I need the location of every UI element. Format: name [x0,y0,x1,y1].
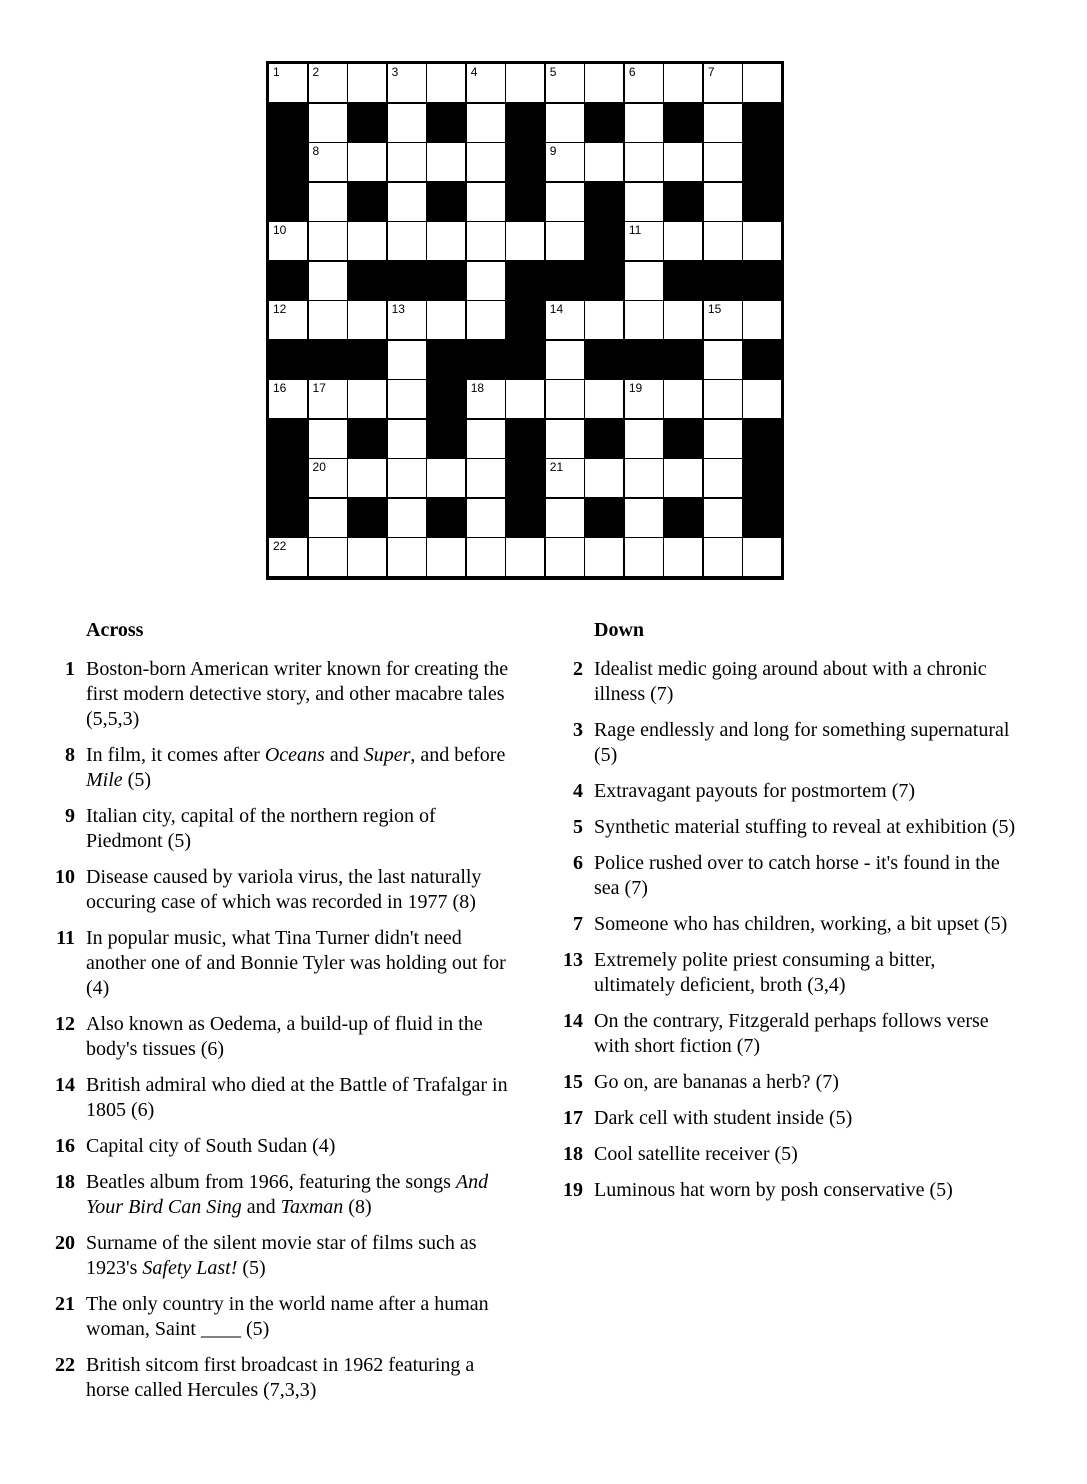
black-cell [268,261,308,301]
across-clue-16 [40,1134,510,1159]
clue-number: 17 [312,381,326,396]
black-cell [742,498,782,538]
clue-number: 11 [628,223,642,238]
grid-cell[interactable] [308,419,348,459]
clue-text: Extravagant payouts for postmortem (7) [594,780,916,802]
clue-number-label: 11 [56,927,75,949]
grid-cell[interactable] [426,142,466,182]
grid-cell[interactable] [466,103,506,143]
grid-cell[interactable] [426,63,466,103]
clue-number: 8 [312,144,320,159]
black-cell [426,340,466,380]
grid-cell[interactable] [584,379,624,419]
grid-cell[interactable] [308,498,348,538]
clue-number: 7 [707,65,715,79]
clue-text: In popular music, what Tina Turner didn't need another one of and Bonnie Tyler was holding out for (4) [86,927,506,999]
grid-cell[interactable] [505,221,545,261]
grid-cell[interactable] [347,537,387,577]
grid-cell[interactable] [545,537,585,577]
black-cell [268,419,308,459]
grid-cell[interactable] [347,300,387,340]
black-cell [663,182,703,222]
black-cell [387,261,427,301]
across-clue-18 [40,1170,510,1220]
clue-number-label: 13 [563,949,583,971]
black-cell [742,103,782,143]
grid-cell[interactable] [308,63,348,103]
grid-cell[interactable] [466,221,506,261]
grid-cell[interactable] [703,537,743,577]
clue-number: 22 [273,539,287,554]
grid-cell[interactable] [703,142,743,182]
grid-cell[interactable] [426,537,466,577]
black-cell [426,379,466,419]
black-cell [545,261,585,301]
grid-cell[interactable] [545,103,585,143]
black-cell [663,261,703,301]
black-cell [426,419,466,459]
grid-cell[interactable] [624,419,664,459]
grid-cell[interactable] [466,63,506,103]
black-cell [742,261,782,301]
grid-cell[interactable] [387,379,427,419]
grid-cell[interactable] [703,379,743,419]
black-cell [505,498,545,538]
black-cell [347,261,387,301]
grid-cell[interactable] [387,221,427,261]
clue-number-label: 17 [563,1107,583,1129]
down-clue-18 [548,1142,1018,1167]
across-clue-8 [40,743,510,793]
grid-cell[interactable] [545,498,585,538]
clue-number-label: 16 [55,1135,75,1157]
black-cell [268,458,308,498]
clue-number-label: 19 [563,1179,583,1201]
black-cell [268,142,308,182]
grid-cell[interactable] [505,379,545,419]
clue-text: Italian city, capital of the northern region of Piedmont (5) [86,805,436,852]
black-cell [742,142,782,182]
black-cell [268,340,308,380]
grid-cell[interactable] [466,537,506,577]
grid-cell[interactable] [663,142,703,182]
clue-number-label: 5 [573,816,583,838]
grid-cell[interactable] [387,103,427,143]
black-cell [584,103,624,143]
black-cell [663,419,703,459]
black-cell [584,340,624,380]
clue-number: 19 [628,381,643,396]
black-cell [584,182,624,222]
black-cell [742,182,782,222]
black-cell [624,340,664,380]
black-cell [268,498,308,538]
grid-cell[interactable] [624,498,664,538]
grid-cell[interactable] [624,63,664,103]
grid-cell[interactable] [624,103,664,143]
grid-cell[interactable] [466,142,506,182]
grid-cell[interactable] [426,221,466,261]
grid-cell[interactable] [624,142,664,182]
down-clue-13 [548,948,1018,998]
across-clue-list [40,657,510,1403]
black-cell [426,498,466,538]
clue-number-label: 2 [573,658,583,680]
clue-text: Go on, are bananas a herb? (7) [594,1071,839,1093]
across-heading: Across [86,619,144,641]
grid-cell[interactable] [308,537,348,577]
black-cell [703,261,743,301]
clue-number-label: 10 [55,866,75,888]
clue-text: Dark cell with student inside (5) [594,1107,853,1129]
grid-cell[interactable] [584,458,624,498]
black-cell [742,458,782,498]
grid-cell[interactable] [742,537,782,577]
across-clue-10 [40,865,510,915]
black-cell [505,103,545,143]
black-cell [742,340,782,380]
grid-cell[interactable] [387,537,427,577]
across-clue-11 [40,926,510,1001]
black-cell [268,182,308,222]
clue-text: On the contrary, Fitzgerald perhaps follows verse with short fiction (7) [594,1010,989,1057]
clue-text: Police rushed over to catch horse - it's found in the sea (7) [594,852,1000,899]
down-clue-5 [548,815,1018,840]
grid-cell[interactable] [466,498,506,538]
clue-number-label: 21 [55,1293,75,1315]
across-clue-20 [40,1231,510,1281]
grid-cell[interactable] [347,142,387,182]
clue-number-label: 18 [563,1143,583,1165]
grid-cell[interactable] [545,221,585,261]
black-cell [505,340,545,380]
across-clue-12 [40,1012,510,1062]
down-clues [548,618,1018,1214]
clue-number-label: 14 [55,1074,75,1096]
clue-text: Surname of the silent movie star of films such as 1923's Safety Last! (5) [86,1232,477,1279]
grid-cell[interactable] [466,182,506,222]
grid-cell[interactable] [703,458,743,498]
clue-text: Synthetic material stuffing to reveal at exhibition (5) [594,816,1016,838]
black-cell [347,182,387,222]
across-clues [40,618,510,1414]
black-cell [426,182,466,222]
clue-number-label: 14 [563,1010,583,1032]
grid-cell[interactable] [742,63,782,103]
grid-cell[interactable] [545,458,585,498]
clue-text: Also known as Oedema, a build-up of fluid in the body's tissues (6) [86,1013,483,1060]
grid-cell[interactable] [505,63,545,103]
clue-number: 20 [312,460,326,475]
black-cell [663,103,703,143]
across-clue-22 [40,1353,510,1403]
grid-cell[interactable] [703,419,743,459]
grid-cell[interactable] [584,142,624,182]
grid-cell[interactable] [545,340,585,380]
grid-cell[interactable] [624,300,664,340]
clue-text: The only country in the world name after a human woman, Saint ____ (5) [86,1293,489,1340]
down-clue-19 [548,1178,1018,1203]
across-clue-1 [40,657,510,732]
grid-cell[interactable] [663,537,703,577]
black-cell [505,419,545,459]
grid-cell[interactable] [663,458,703,498]
grid-cell[interactable] [663,300,703,340]
grid-cell[interactable] [347,379,387,419]
black-cell [505,142,545,182]
grid-cell[interactable] [663,221,703,261]
grid-cell[interactable] [742,379,782,419]
clue-number-label: 1 [65,658,75,680]
grid-cell[interactable] [387,142,427,182]
grid-cell[interactable] [703,340,743,380]
grid-cell[interactable] [387,419,427,459]
clue-text: Someone who has children, working, a bit upset (5) [594,913,1008,935]
grid-cell[interactable] [624,221,664,261]
clue-number: 5 [549,65,557,79]
clue-text: British admiral who died at the Battle of Trafalgar in 1805 (6) [86,1074,508,1121]
grid-cell[interactable] [545,379,585,419]
clue-number-label: 4 [573,780,583,802]
grid-cell[interactable] [387,498,427,538]
clue-text: Luminous hat worn by posh conservative (5) [594,1179,953,1201]
black-cell [308,340,348,380]
black-cell [584,261,624,301]
grid-cell[interactable] [347,458,387,498]
clue-number: 16 [273,381,287,396]
clue-text: In film, it comes after Oceans and Super, and before Mile (5) [86,744,506,791]
down-clue-2 [548,657,1018,707]
clue-number-label: 3 [573,719,583,741]
down-clue-4 [548,779,1018,804]
grid-cell[interactable] [624,379,664,419]
down-clue-6 [548,851,1018,901]
clue-number-label: 18 [55,1171,75,1193]
grid-cell[interactable] [742,300,782,340]
grid-cell[interactable] [268,537,308,577]
black-cell [505,261,545,301]
grid-cell[interactable] [347,221,387,261]
black-cell [663,340,703,380]
grid-cell[interactable] [584,63,624,103]
grid-cell[interactable] [624,261,664,301]
grid-cell[interactable] [268,379,308,419]
clue-text: Beatles album from 1966, featuring the songs And Your Bird Can Sing and Taxman (8) [86,1171,489,1218]
down-clue-list [548,657,1018,1203]
black-cell [426,261,466,301]
clue-text: Boston-born American writer known for creating the first modern detective story, and other macabre tales (5,5,3) [86,658,509,730]
black-cell [742,419,782,459]
across-clue-9 [40,804,510,854]
black-cell [584,221,624,261]
clue-number-label: 22 [55,1354,75,1376]
grid-cell[interactable] [308,221,348,261]
grid-cell[interactable] [268,221,308,261]
grid-cell[interactable] [703,498,743,538]
grid-cell[interactable] [663,63,703,103]
clue-number-label: 7 [573,913,583,935]
clue-number: 15 [707,302,722,317]
clue-number: 1 [273,65,280,79]
clue-number: 6 [628,65,636,79]
clue-number: 2 [312,65,320,79]
across-clue-21 [40,1292,510,1342]
grid-cell[interactable] [387,458,427,498]
grid-cell[interactable] [703,300,743,340]
clue-text: Capital city of South Sudan (4) [86,1135,336,1157]
clue-number: 13 [391,302,405,317]
grid-cell[interactable] [703,103,743,143]
grid-cell[interactable] [545,142,585,182]
grid-cell[interactable] [308,261,348,301]
black-cell [663,498,703,538]
grid-cell[interactable] [308,458,348,498]
clue-number: 10 [273,223,287,238]
grid-cell[interactable] [308,103,348,143]
down-clue-15 [548,1070,1018,1095]
grid-cell[interactable] [545,63,585,103]
clue-number-label: 8 [65,744,75,766]
clue-number-label: 15 [563,1071,583,1093]
grid-cell[interactable] [387,182,427,222]
clue-number: 14 [549,302,564,317]
black-cell [426,103,466,143]
grid-cell[interactable] [663,379,703,419]
clue-text: Idealist medic going around about with a chronic illness (7) [594,658,987,705]
grid-cell[interactable] [308,300,348,340]
black-cell [505,182,545,222]
grid-cell[interactable] [545,419,585,459]
down-clue-17 [548,1106,1018,1131]
grid-cell[interactable] [742,221,782,261]
crossword-grid [266,61,784,580]
grid-cell[interactable] [703,221,743,261]
grid-cell[interactable] [545,300,585,340]
down-clue-3 [548,718,1018,768]
black-cell [505,458,545,498]
grid-cell[interactable] [624,537,664,577]
clue-number-label: 20 [55,1232,75,1254]
grid-cell[interactable] [387,63,427,103]
black-cell [347,340,387,380]
clue-number: 18 [470,381,485,396]
black-cell [268,103,308,143]
grid-cell[interactable] [703,182,743,222]
down-clue-14 [548,1009,1018,1059]
grid-cell[interactable] [387,340,427,380]
grid-cell[interactable] [268,300,308,340]
clue-number-label: 9 [65,805,75,827]
grid-cell[interactable] [466,419,506,459]
grid-cell[interactable] [545,182,585,222]
black-cell [347,103,387,143]
clue-number: 3 [391,65,399,79]
grid-cell[interactable] [347,63,387,103]
grid-cell[interactable] [624,182,664,222]
black-cell [347,498,387,538]
clue-number: 4 [470,65,478,79]
grid-cell[interactable] [466,261,506,301]
black-cell [584,419,624,459]
grid-cell[interactable] [703,63,743,103]
across-clue-14 [40,1073,510,1123]
clue-number: 21 [549,460,564,475]
grid-cell[interactable] [308,142,348,182]
grid-cell[interactable] [268,63,308,103]
clue-text: Cool satellite receiver (5) [594,1143,798,1165]
grid-cell[interactable] [466,379,506,419]
down-clue-7 [548,912,1018,937]
black-cell [347,419,387,459]
clue-number-label: 6 [573,852,583,874]
black-cell [466,340,506,380]
clue-text: Rage endlessly and long for something supernatural (5) [594,719,1010,766]
clue-text: Extremely polite priest consuming a bitter, ultimately deficient, broth (3,4) [594,949,936,996]
grid-cell[interactable] [624,458,664,498]
grid-cell[interactable] [426,300,466,340]
grid-cell[interactable] [584,300,624,340]
clue-text: Disease caused by variola virus, the last naturally occuring case of which was recorded in 1977 (8) [86,866,482,913]
black-cell [505,300,545,340]
grid-cell[interactable] [387,300,427,340]
black-cell [584,498,624,538]
clue-number: 12 [273,302,287,317]
grid-cell[interactable] [308,182,348,222]
clue-text: British sitcom first broadcast in 1962 featuring a horse called Hercules (7,3,3) [86,1354,475,1401]
grid-cell[interactable] [466,300,506,340]
clue-number-label: 12 [55,1013,75,1035]
grid-cell[interactable] [505,537,545,577]
down-heading: Down [594,619,645,641]
grid-cell[interactable] [308,379,348,419]
grid-cell[interactable] [466,458,506,498]
clue-number: 9 [549,144,557,159]
grid-cell[interactable] [584,537,624,577]
grid-cell[interactable] [426,458,466,498]
